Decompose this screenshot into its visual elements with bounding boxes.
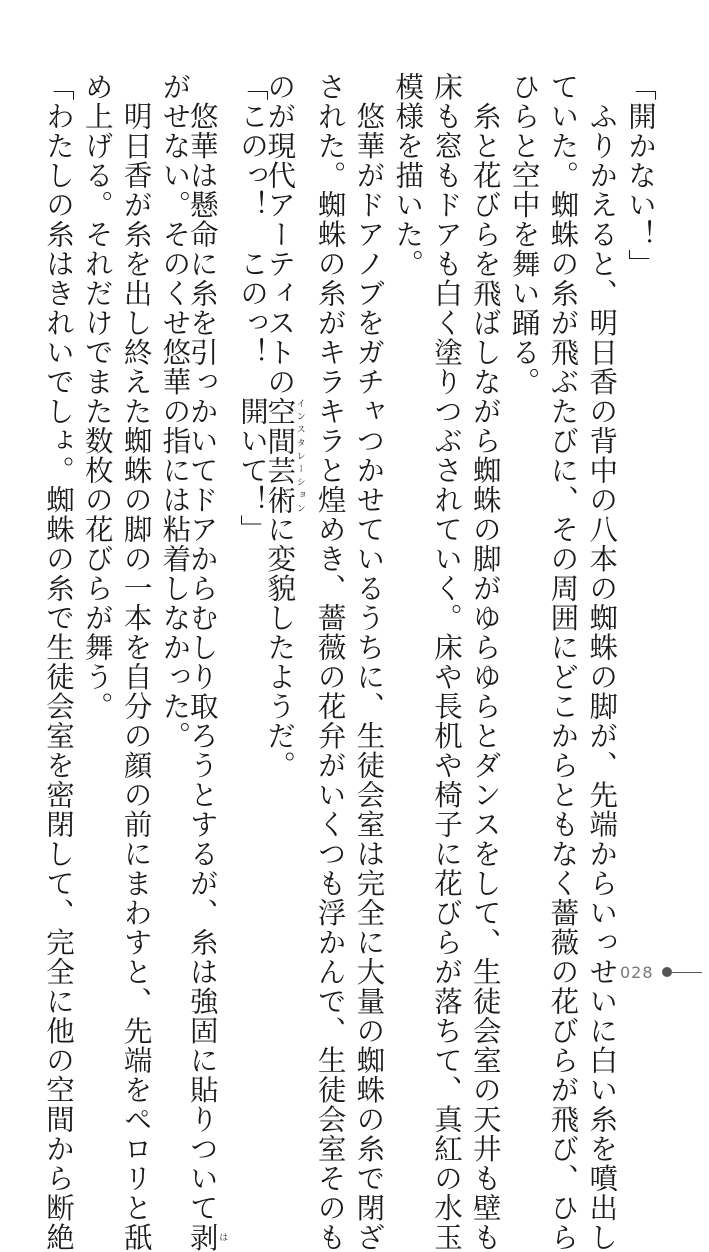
text-line: 「わたしの糸はきれいでしょ。蜘蛛の糸で生徒会室を密閉して、完全に他の空間から断絶 (44, 72, 72, 962)
text-line: ていた。蜘蛛の糸が飛ぶたびに、その周囲にどこからともなく薔薇の花びらが飛び、ひら (548, 72, 576, 962)
text-line: 明日香が糸を出し終えた蜘蛛の脚の一本を自分の顔の前にまわすと、先端をペロリと舐 (122, 72, 150, 962)
text-line: め上げる。それだけでまた数枚の花びらが舞う。 (83, 72, 111, 962)
text-line-with-ruby: のが現代アーティストの空間芸術インスタレーションに変貌したようだ。 (277, 72, 305, 962)
page-marker-dot (662, 967, 672, 977)
text-line: 悠華がドアノブをガチャつかせているうちに、生徒会室は完全に大量の蜘蛛の糸で閉ざ (354, 72, 382, 962)
text-line-with-ruby: 悠華は懸命に糸を引っかいてドアからむしり取ろうとするが、糸は強固に貼りついて剥は (199, 72, 227, 962)
ruby-annotation: 剥は (186, 1223, 219, 1252)
text-line: 「開かない！」 (626, 72, 654, 962)
text-line: がせない。そのくせ悠華の指には粘着しなかった。 (160, 72, 188, 962)
page-marker-rule (672, 972, 702, 973)
text-line: 「このっ！ このっ！ 開いて！」 (238, 72, 266, 962)
ruby-annotation: 空間芸術インスタレーション (263, 397, 296, 515)
page-footer (620, 960, 702, 984)
text-line: 模様を描いた。 (393, 72, 421, 962)
page-number: 028 (620, 963, 654, 982)
text-line: された。蜘蛛の糸がキラキラと煌めき、薔薇の花弁がいくつも浮かんで、生徒会室そのも (316, 72, 344, 962)
text-line: 糸と花びらを飛ばしながら蜘蛛の脚がゆらゆらとダンスをして、生徒会室の天井も壁も (471, 72, 499, 962)
text-line: 床も窓もドアも白く塗りつぶされていく。床や長机や椅子に花びらが落ちて、真紅の水玉 (432, 72, 460, 962)
text-line: ひらと空中を舞い踊る。 (510, 72, 538, 962)
text-line: ふりかえると、明日香の背中の八本の蜘蛛の脚が、先端からいっせいに白い糸を噴出し (587, 72, 615, 962)
